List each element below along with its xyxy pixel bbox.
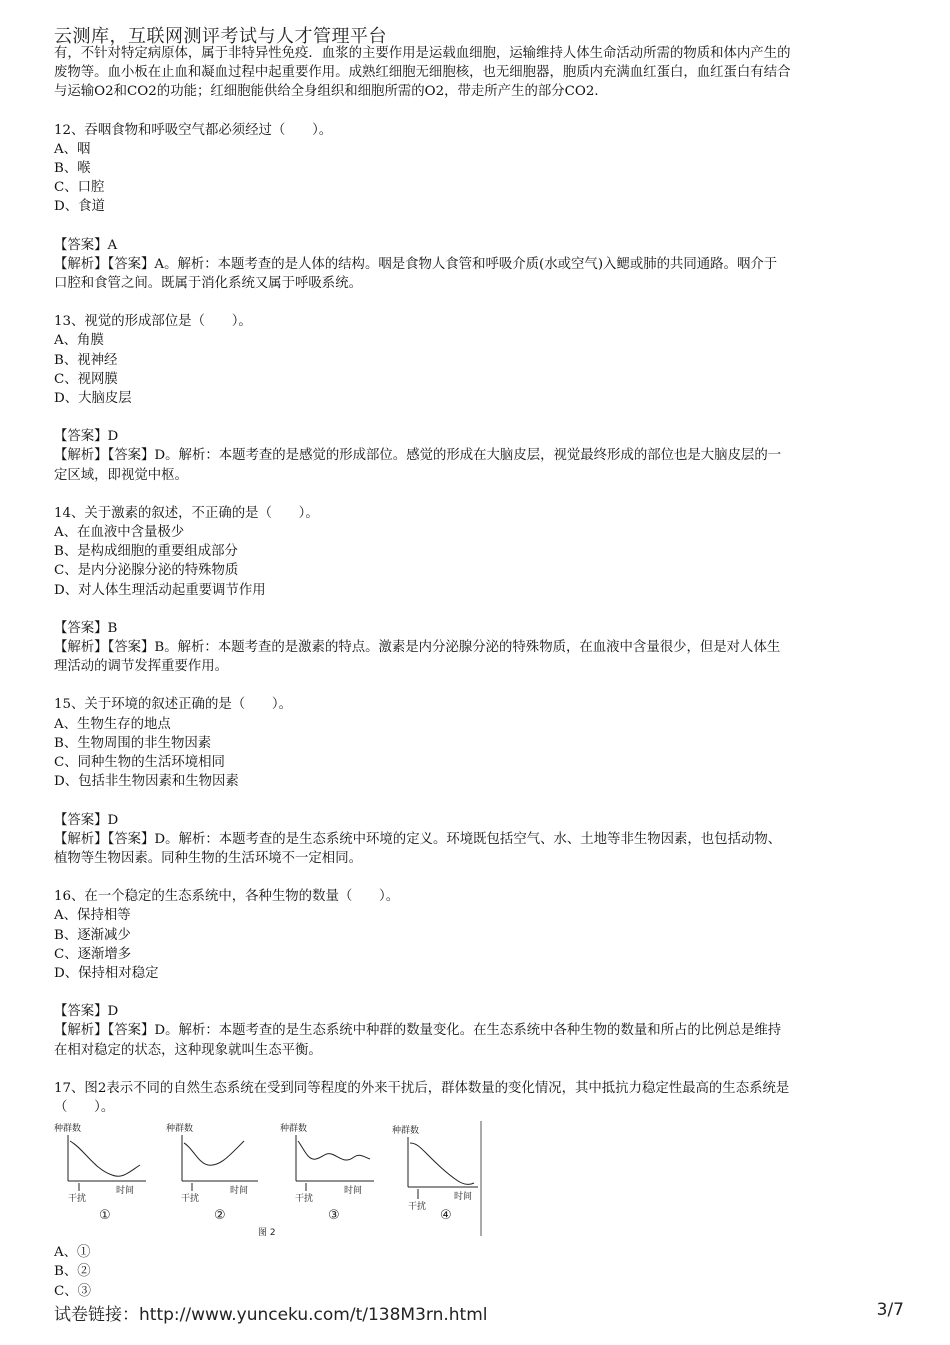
question-stem: 14、关于激素的叙述，不正确的是（ ）。	[54, 505, 319, 521]
site-header-title: 云测库，互联网测评考试与人才管理平台	[54, 26, 387, 47]
figure-svg	[54, 1121, 484, 1241]
y-axis-label: 种群数	[280, 1124, 308, 1135]
option-d: D、对人体生理活动起重要调节作用	[54, 582, 266, 598]
population-curve	[298, 1141, 370, 1160]
question-stem: 13、视觉的形成部位是（ ）。	[54, 314, 252, 330]
intro-paragraph	[54, 44, 904, 102]
explanation-line: 【解析】【答案】D。解析：本题考查的是生态系统中环境的定义。环境既包括空气、水、土地等非生物因素，也包括动物、	[54, 831, 782, 847]
disturb-label: 干扰	[295, 1194, 314, 1205]
option-d: D、保持相对稳定	[54, 965, 159, 981]
explanation-line: 在相对稳定的状态，这种现象就叫生态平衡。	[54, 1042, 322, 1058]
option-b: B、②	[54, 1264, 91, 1280]
population-curve	[410, 1143, 474, 1184]
panel-label: ④	[440, 1208, 452, 1224]
option-a: A、在血液中含量极少	[54, 525, 185, 541]
option-b: B、喉	[54, 161, 91, 177]
question-stem: 16、在一个稳定的生态系统中，各种生物的数量（ ）。	[54, 889, 400, 905]
panel-label: ①	[99, 1208, 111, 1224]
explanation-line: 【解析】【答案】D。解析：本题考查的是感觉的形成部位。感觉的形成在大脑皮层，视觉最终形成的部位也是大脑皮层的一	[54, 448, 782, 464]
population-change-figure	[54, 1121, 484, 1241]
question-15	[54, 695, 904, 868]
option-c: C、逐渐增多	[54, 946, 132, 962]
explanation-line: 定区域，即视觉中枢。	[54, 467, 188, 483]
answer: 【答案】D	[54, 429, 119, 445]
intro-line: 废物等。血小板在止血和凝血过程中起重要作用。成熟红细胞无细胞核，也无细胞器，胞质内充满血红蛋白，血红蛋白有结合	[54, 65, 791, 81]
answer: 【答案】D	[54, 1004, 119, 1020]
option-a: A、生物生存的地点	[54, 716, 171, 732]
option-c: C、口腔	[54, 180, 105, 196]
question-14	[54, 504, 904, 677]
panel-label: ③	[328, 1208, 340, 1224]
option-c: C、是内分泌腺分泌的特殊物质	[54, 563, 239, 579]
page-number: 3/7	[876, 1300, 904, 1320]
x-axis-label: 时间	[116, 1186, 135, 1197]
answer: 【答案】A	[54, 237, 118, 253]
disturb-label: 干扰	[181, 1194, 200, 1205]
option-b: B、是构成细胞的重要组成部分	[54, 544, 238, 560]
option-a: A、咽	[54, 141, 91, 157]
figure-caption: 图 2	[258, 1228, 276, 1239]
population-curve	[70, 1141, 140, 1176]
option-a: A、保持相等	[54, 908, 131, 924]
option-a: A、①	[54, 1245, 91, 1261]
option-c: C、视网膜	[54, 371, 118, 387]
x-axis-label: 时间	[454, 1192, 473, 1203]
option-d: D、包括非生物因素和生物因素	[54, 774, 239, 790]
question-12	[54, 121, 904, 294]
figure-panel-4	[392, 1124, 478, 1223]
question-stem: 12、吞咽食物和呼吸空气都必须经过（ ）。	[54, 122, 333, 138]
population-curve	[184, 1141, 244, 1165]
answer: 【答案】B	[54, 620, 118, 636]
x-axis-label: 时间	[344, 1186, 363, 1197]
question-17	[54, 1079, 904, 1301]
figure-panel-3	[280, 1122, 374, 1223]
intro-line: 有，不针对特定病原体，属于非特异性免疫．血浆的主要作用是运载血细胞，运输维持人体生命活动所需的物质和体内产生的	[54, 46, 791, 61]
question-stem: （ ）。	[54, 1099, 115, 1115]
intro-line: 与运输O2和CO2的功能；红细胞能供给全身组织和细胞所需的O2，带走所产生的部分CO2．	[54, 84, 608, 100]
question-13	[54, 312, 904, 485]
option-c: C、同种生物的生活环境相同	[54, 755, 225, 771]
option-b: B、逐渐减少	[54, 927, 131, 943]
explanation-line: 【解析】【答案】D。解析：本题考查的是生态系统中种群的数量变化。在生态系统中各种生物的数量和所占的比例总是维持	[54, 1023, 782, 1039]
option-d: D、大脑皮层	[54, 391, 132, 407]
question-16	[54, 887, 904, 1060]
y-axis-label: 种群数	[54, 1124, 82, 1135]
figure-panel-2	[166, 1122, 258, 1223]
exam-link[interactable]: 试卷链接：http://www.yunceku.com/t/138M3rn.html	[54, 1305, 488, 1325]
figure-panel-1	[54, 1122, 146, 1223]
option-d: D、食道	[54, 199, 105, 215]
explanation-line: 口腔和食管之间。既属于消化系统又属于呼吸系统。	[54, 276, 362, 292]
disturb-label: 干扰	[408, 1202, 427, 1213]
option-b: B、视神经	[54, 352, 118, 368]
x-axis-label: 时间	[230, 1186, 249, 1197]
option-b: B、生物周围的非生物因素	[54, 735, 212, 751]
question-stem: 17、图2表示不同的自然生态系统在受到同等程度的外来干扰后，群体数量的变化情况，其中抵抗力稳定性最高的生态系统是	[54, 1080, 790, 1096]
document-body	[54, 44, 904, 1301]
explanation-line: 植物等生物因素。同种生物的生活环境不一定相同。	[54, 850, 362, 866]
option-c: C、③	[54, 1283, 92, 1299]
explanation-line: 【解析】【答案】B。解析：本题考查的是激素的特点。激素是内分泌腺分泌的特殊物质，在血液中含量很少，但是对人体生	[54, 640, 781, 656]
answer: 【答案】D	[54, 812, 119, 828]
disturb-label: 干扰	[68, 1194, 87, 1205]
y-axis-label: 种群数	[166, 1124, 194, 1135]
panel-label: ②	[214, 1208, 226, 1224]
explanation-line: 理活动的调节发挥重要作用。	[54, 659, 229, 675]
y-axis-label: 种群数	[392, 1126, 420, 1137]
explanation-line: 【解析】【答案】A。解析：本题考查的是人体的结构。咽是食物人食管和呼吸介质(水或空气)入鳃或肺的共同通路。咽介于	[54, 256, 778, 272]
question-stem: 15、关于环境的叙述正确的是（ ）。	[54, 697, 292, 713]
option-a: A、角膜	[54, 333, 104, 349]
